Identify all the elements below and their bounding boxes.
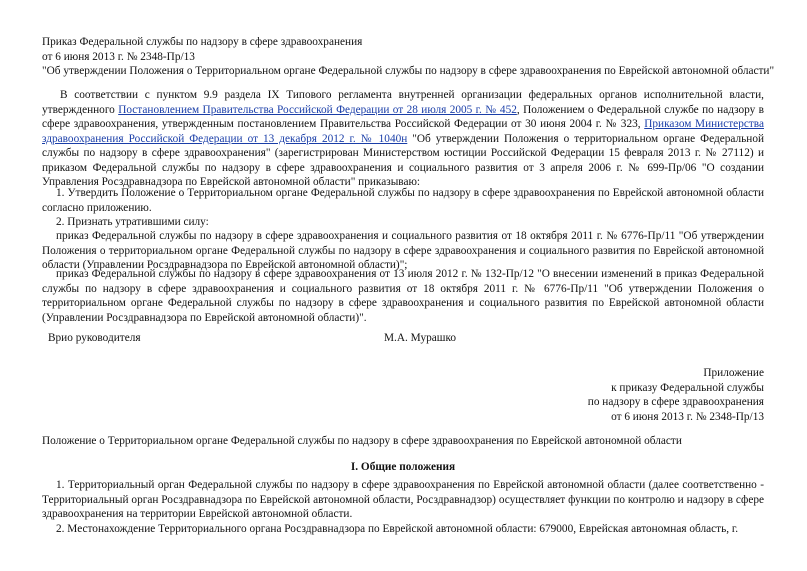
preamble-text-1: В соответствии с пунктом 9.9 раздела IX Типового регламента внутренней организации федеральных органов исполнительной власти, утвержденного bbox=[42, 89, 764, 116]
appendix-ref-line-1: к приказу Федеральной службы bbox=[611, 381, 764, 394]
order-header bbox=[42, 35, 774, 79]
appendix-note bbox=[464, 366, 764, 424]
order-item-1: 1. Утвердить Положение о Территориальном органе Федеральной службы по надзору в сфере здравоохранения по Еврейской автономной области согласно приложению. bbox=[42, 187, 764, 214]
appendix-label: Приложение bbox=[703, 367, 764, 379]
section-body bbox=[42, 478, 764, 536]
repealed-order-1: приказ Федеральной службы по надзору в сфере здравоохранения и социального развития от 18 октября 2011 г. № 6776-Пр/11 "Об утверждении Положения о территориальном органе Федеральной службы по надзору в сфере здравоохранения и социального развития по Еврейской автономной области (Управлении Росздравнадзора по Еврейской автономной области)"; bbox=[42, 230, 764, 271]
order-title: Приказ Федеральной службы по надзору в сфере здравоохранения bbox=[42, 36, 363, 48]
signatory-role: Врио руководителя bbox=[48, 332, 141, 344]
appendix-ref-line-3: от 6 июня 2013 г. № 2348-Пр/13 bbox=[611, 410, 764, 423]
order-date-number: от 6 июня 2013 г. № 2348-Пр/13 bbox=[42, 50, 195, 63]
section-paragraph-1: 1. Территориальный орган Федеральной службы по надзору в сфере здравоохранения по Еврейской автономной области (далее соответственно - Территориальный орган Росздравнадзора по Еврейской автономной области, Росздравнадзор) осуществляет функции по контролю и надзору в сфере здравоохранения на территории Еврейской автономной области. bbox=[42, 479, 764, 520]
order-item-2: 2. Признать утратившими силу: bbox=[56, 216, 209, 228]
signatory-name: М.А. Мурашко bbox=[384, 332, 457, 344]
preamble-text-2: , Положением о Федеральной службе по надзору в сфере здравоохранения, утвержденным постановлением Правительства Российской Федерации от 30 июня 2004 г. № 323, bbox=[42, 103, 764, 130]
preamble-text-3: "Об утверждении Положения о территориальном органе Федеральной службы по надзору в сфере здравоохранения" (зарегистрирован Министерством юстиции Российской Федерации 15 февраля 2013 г. № 27112) и приказом Федеральной службы по надзору в сфере здравоохранения и социального развития от 3 апреля 2006 г. № 699-Пр/06 "О создании Управления Росздравнадзора по Еврейской автономной области" приказываю: bbox=[42, 132, 765, 188]
regulation-title: Положение о Территориальном органе Федеральной службы по надзору в сфере здравоохранения по Еврейской автономной области bbox=[42, 435, 682, 447]
section-paragraph-2: 2. Местонахождение Территориального органа Росздравнадзора по Еврейской автономной области: 679000, Еврейская автономная область, г. bbox=[56, 522, 739, 535]
preamble-paragraph bbox=[42, 88, 764, 190]
appendix-ref-line-2: по надзору в сфере здравоохранения bbox=[587, 396, 764, 408]
repealed-order-2: приказ Федеральной службы по надзору в сфере здравоохранения от 13 июля 2012 г. № 132-Пр/12 "О внесении изменений в приказ Федеральной службы по надзору в сфере здравоохранения и социального развития от 18 октября 2011 г. № 6776-Пр/11 "Об утверждении Положения о территориальном органе Федеральной службы по надзору в сфере здравоохранения и социального развития по Еврейской автономной области (Управлении Росздравнадзора по Еврейской автономной области)". bbox=[42, 268, 764, 324]
order-subject: "Об утверждении Положения о Территориальном органе Федеральной службы по надзору в сфере здравоохранения по Еврейской автономной области" bbox=[42, 65, 775, 77]
order-1040n-link[interactable]: Приказом Министерства здравоохранения Российской Федерации от 13 декабря 2012 г. № 1040н bbox=[42, 118, 764, 145]
decree-452-link[interactable]: Постановлением Правительства Российской Федерации от 28 июля 2005 г. № 452 bbox=[118, 103, 517, 116]
section-heading: I. Общие положения bbox=[350, 461, 456, 473]
